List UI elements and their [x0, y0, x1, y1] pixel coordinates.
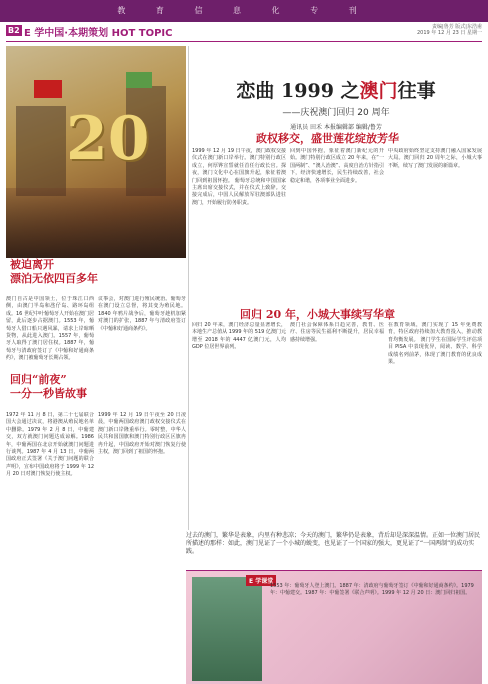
col-f-b: 澳门学生在国际学生评估项目 PISA 中表现优异，阅读、数学、科学成绩名列前茅，体现了澳门教育的优良成果。: [388, 336, 482, 366]
title-highlight: 澳门: [359, 80, 398, 102]
article-column: [290, 148, 384, 298]
section-heading-1: 政权移交，盛世莲花绽放芳华: [256, 132, 399, 145]
side-heading-1: [10, 258, 98, 286]
page-badge: B2: [8, 26, 20, 35]
col-e-b: 澳门社会保障体系日趋完善，教育、医疗、住房等民生福利不断提升，居民幸福感持续增强。: [290, 322, 384, 343]
col-e-a: 回归 20 年来，澳门经济总量显著增长，本地生产总值从 1999 年的 519 亿澳门元增至 2018 年的 4447 亿澳门元，人均 GDP 位居世界前列。: [192, 322, 286, 351]
side-heading-2: [10, 373, 87, 401]
top-banner-text: 教 育 信 息 化 专 刊: [117, 6, 371, 15]
side-heading-2-line2: 一分一秒皆故事: [10, 387, 87, 400]
article-column: 1972 年 11 月 8 日，第二十七届联合国大会通过决议，将港澳从殖民地名单中删除。1979 年 2 月 8 日，中葡建交，双方就澳门问题达成谅解。1986 年，中葡两国在北京开始就澳门问题进行谈判。1987 年 4 月 13 日，中葡两国政府正式签署《关于澳门问题的联合声明》，宣布中国政府将于 1999 年 12 月 20 日对澳门恢复行使主权。: [6, 412, 94, 478]
issue-date: 2019 年 12 月 23 日 星期一: [417, 30, 482, 36]
col-c-b: 葡萄牙总统和中国国家主席出席交接仪式，并在仪式上致辞。交接完成后，中国人民解放军驻澳部队进驻澳门，开始履行防务职责。: [192, 177, 286, 206]
side-heading-2-line1: 回归“前夜”: [10, 373, 67, 386]
section-heading-2: 回归 20 年，小城大事续写华章: [240, 308, 395, 321]
col-d-b: 中央政府始终坚定支持澳门融入国家发展大局。澳门回归 20 周年之际，小城大事不断，续写了澳门发展的新篇章。: [388, 148, 482, 169]
section-title: E 学中国·本期策划 HOT TOPIC: [24, 28, 173, 39]
article-column: [192, 322, 286, 530]
subtitle: ——庆祝澳门回归 20 周年: [282, 108, 390, 118]
editor-credit: 责编|鲁芳 版式|东浩甫: [432, 24, 482, 30]
lead-photo: [6, 46, 186, 258]
col-c-a: 1999 年 12 月 19 日午夜，澳门政权交接仪式在澳门新口岸举行。澳门特别行政区成立，何厚铧宣誓就任首任行政长官。探夜，澳门文化中心在国旗升起，象征着澳门回到祖国怀抱。: [192, 148, 286, 184]
article-column: [388, 322, 482, 530]
article-column: 议事会，对澳门进行殖民统治。葡萄牙在澳门设立总督，将其变为殖民地。1840 年鸦片战争后，葡萄牙趁机加紧对澳门的扩张，1887 年与清政府签订《中葡和好通商条约》。: [98, 296, 186, 332]
article-column: [388, 148, 482, 298]
side-heading-1-line2: 漂泊无依四百多年: [10, 272, 98, 285]
title-suffix: 往事: [397, 80, 436, 102]
col-d-a: 回到中国怀抱，象征着澳门新纪元的开始。澳门特别行政区成立 20 年来，在“一国两制”、“澳人治澳”、高度自治方针指引下，经济快速增长，民生持续改善，社会稳定和谐，各项事业全面进步。: [290, 148, 384, 184]
article-column: [290, 322, 384, 530]
main-headline: [190, 76, 482, 131]
title-prefix: 恋曲 1999 之: [236, 80, 360, 102]
anniversary-graphic: 20: [66, 104, 150, 174]
header-divider: [6, 41, 482, 42]
top-banner: [0, 0, 488, 22]
article-column: [192, 148, 286, 298]
byline: 通讯员 田禾 本报编辑部 编辑/鲁芳: [290, 124, 382, 131]
page-header: [0, 24, 488, 40]
sidebar-box: [186, 570, 482, 684]
sidebar-text: 1553 年：葡萄牙人登上澳门。1887 年：清政府与葡萄牙签订《中葡和好通商条约》。1979 年：中葡建交。1987 年：中葡签署《联合声明》。1999 年 12 月 20 日：澳门回归祖国。: [270, 583, 474, 596]
article-column: 澳门自古是中国领土，位于珠江口西侧，由澳门半岛和氹仔岛、路环岛组成。16 世纪中叶葡萄牙人开始在澳门居留，此后逐步占据澳门。1553 年，葡萄牙人借口船只遇风暴，请求上岸晾晒货物，从此进入澳门。1557 年，葡萄牙人取得了澳门居住权。1887 年，葡萄牙与清政府签订了《中葡和好通商条约》，澳门被葡萄牙长期占领。: [6, 296, 94, 362]
closing-paragraph: 过去的澳门，繁华是表象，内里有种悲凉；今天的澳门，繁华仍是表象，背后却是深深温情。正如一位澳门居民所描述的那样：如此，澳门见证了一个小城的蜕变，也见证了一个国家的强大，更见证了“一国两制”的成功实践。: [186, 532, 481, 555]
col-f-a: 在教育领域，澳门实现了 15 年免费教育，特区政府持续加大教育投入，推动教育均衡发展。: [388, 322, 482, 343]
sidebar-photo: [192, 577, 262, 681]
column-divider: [188, 46, 189, 530]
side-heading-1-line1: 被迫离开: [10, 258, 54, 271]
sidebar-tag: E 学课堂: [246, 575, 276, 586]
flag-graphic: [34, 80, 62, 98]
flag-graphic-2: [126, 72, 152, 88]
article-column: 1999 年 12 月 19 日午夜至 20 日凌晨，中葡两国政府澳门政权交接仪式在澳门新口岸隆重举行。零时整，中华人民共和国国旗和澳门特别行政区区旗冉冉升起，中国政府开始对澳门恢复行使主权，澳门回到了祖国的怀抱。: [98, 412, 186, 456]
header-meta: [417, 24, 482, 36]
